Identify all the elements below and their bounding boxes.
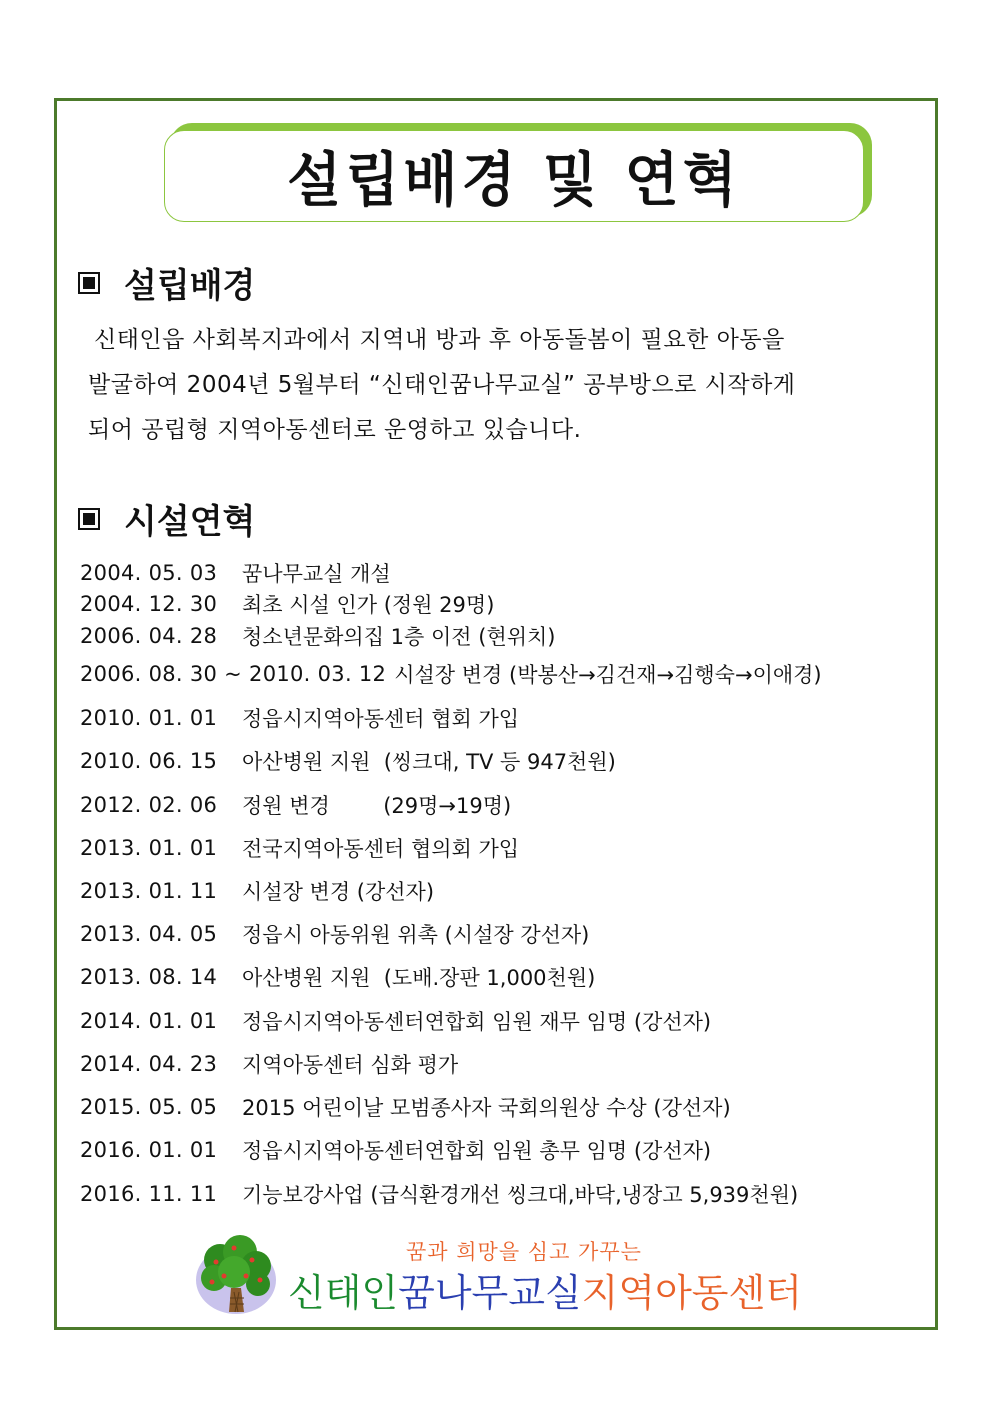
history-date: 2014. 04. 23 [80, 1052, 218, 1076]
history-desc: 정읍시지역아동센터 협회 가입 [242, 707, 520, 731]
history-item [80, 703, 519, 733]
history-item [80, 962, 595, 992]
history-desc: 아산병원 지원 (씽크대, TV 등 947천원) [242, 750, 616, 774]
center-name-part2: 꿈나무교실 [398, 1271, 582, 1315]
history-desc: 최초 시설 인가 (정원 29명) [242, 593, 495, 617]
history-item [80, 919, 589, 949]
history-item [80, 746, 616, 776]
history-desc: 2015 어린이날 모범종사자 국회의원상 수상 (강선자) [242, 1096, 731, 1120]
history-item [80, 659, 822, 689]
history-item [80, 1049, 458, 1079]
section-title: 설립배경 [124, 266, 256, 306]
history-desc: 꿈나무교실 개설 [242, 562, 391, 586]
history-date: 2004. 12. 30 [80, 592, 218, 616]
background-paragraph [88, 318, 888, 453]
history-item [80, 558, 391, 588]
history-item [80, 790, 511, 820]
history-item [80, 1179, 798, 1209]
history-date: 2010. 01. 01 [80, 706, 218, 730]
history-desc: 시설장 변경 (박봉산→김건재→김행숙→이애경) [394, 663, 822, 687]
paragraph-line: 발굴하여 2004년 5월부터 “신태인꿈나무교실” 공부방으로 시작하게 [88, 372, 796, 398]
history-item [80, 876, 434, 906]
history-item [80, 1092, 731, 1122]
title-box [164, 130, 864, 222]
history-item [80, 621, 556, 651]
history-date: 2016. 01. 01 [80, 1138, 218, 1162]
square-bullet-icon [78, 272, 100, 294]
history-desc: 정읍시지역아동센터연합회 임원 총무 임명 (강선자) [242, 1139, 712, 1163]
center-name [288, 1262, 802, 1317]
center-name-part3: 지역아동센터 [581, 1271, 802, 1315]
section-heading-history [78, 494, 255, 543]
history-desc: 전국지역아동센터 협의회 가입 [242, 837, 520, 861]
tree-logo-icon [194, 1232, 280, 1318]
history-date: 2015. 05. 05 [80, 1095, 218, 1119]
page-title: 설립배경 및 연혁 [287, 146, 741, 215]
history-item [80, 1006, 711, 1036]
history-date: 2004. 05. 03 [80, 561, 218, 585]
section-heading-background [78, 258, 255, 307]
history-desc: 지역아동센터 심화 평가 [242, 1053, 459, 1077]
slogan: 꿈과 희망을 심고 가꾸는 [406, 1240, 642, 1264]
history-date: 2013. 04. 05 [80, 922, 218, 946]
history-date: 2006. 08. 30 ~ 2010. 03. 12 [80, 662, 387, 686]
center-name-part1: 신태인 [288, 1271, 399, 1315]
history-desc: 아산병원 지원 (도배.장판 1,000천원) [242, 966, 596, 990]
history-item [80, 1135, 711, 1165]
history-desc: 기능보강사업 (급식환경개선 씽크대,바닥,냉장고 5,939천원) [242, 1183, 799, 1207]
square-bullet-icon [78, 508, 100, 530]
paragraph-line: 신태인읍 사회복지과에서 지역내 방과 후 아동돌봄이 필요한 아동을 [94, 327, 785, 353]
history-date: 2013. 08. 14 [80, 965, 218, 989]
paragraph-line: 되어 공립형 지역아동센터로 운영하고 있습니다. [88, 417, 582, 443]
history-item [80, 589, 494, 619]
history-date: 2006. 04. 28 [80, 624, 218, 648]
section-title: 시설연혁 [124, 502, 256, 542]
history-desc: 청소년문화의집 1층 이전 (현위치) [242, 625, 556, 649]
history-date: 2010. 06. 15 [80, 749, 218, 773]
history-desc: 정읍시지역아동센터연합회 임원 재무 임명 (강선자) [242, 1010, 712, 1034]
history-date: 2013. 01. 01 [80, 836, 218, 860]
history-date: 2012. 02. 06 [80, 793, 218, 817]
history-date: 2013. 01. 11 [80, 879, 218, 903]
history-desc: 시설장 변경 (강선자) [242, 880, 435, 904]
history-desc: 정원 변경 (29명→19명) [242, 794, 512, 818]
history-desc: 정읍시 아동위원 위촉 (시설장 강선자) [242, 923, 590, 947]
history-date: 2016. 11. 11 [80, 1182, 218, 1206]
history-item [80, 833, 519, 863]
history-date: 2014. 01. 01 [80, 1009, 218, 1033]
